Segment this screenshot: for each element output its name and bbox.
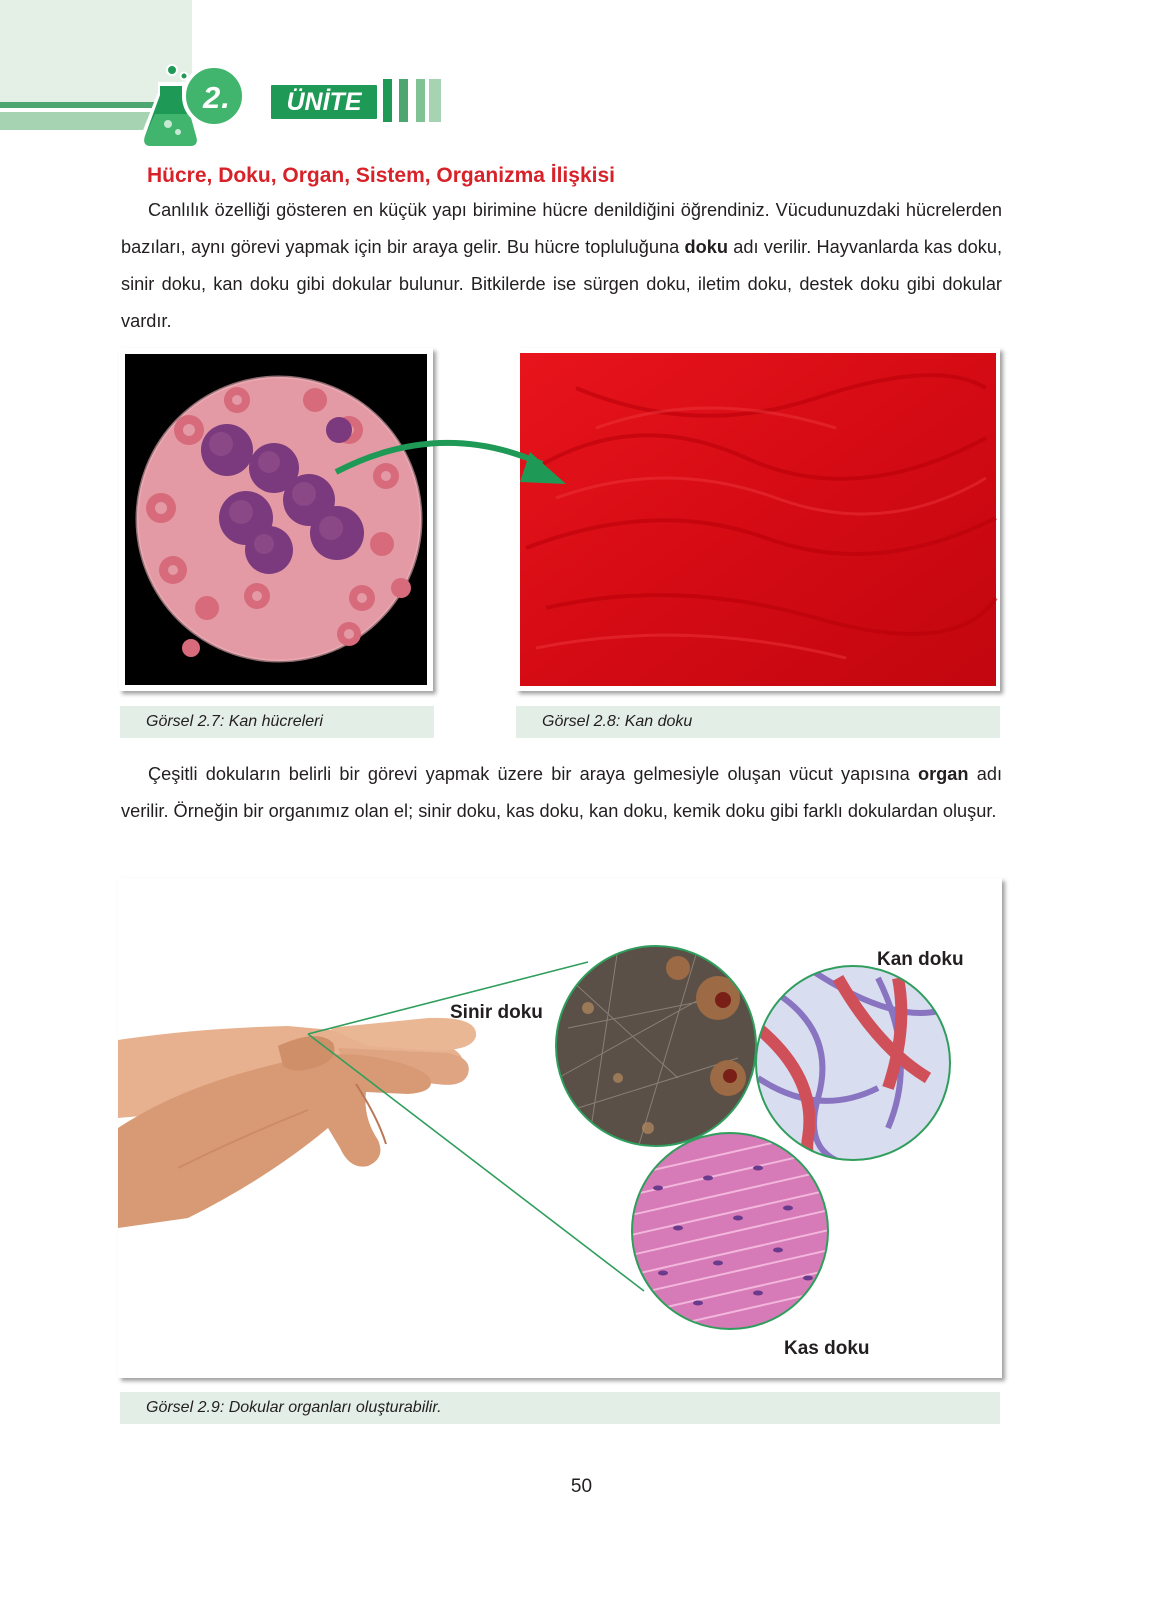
section-title: Hücre, Doku, Organ, Sistem, Organizma İlişkisi (147, 164, 615, 187)
header-bar-1 (383, 79, 392, 122)
figure-2-9-frame (118, 878, 1002, 1378)
term-organ: organ (917, 764, 969, 784)
arrow-icon (330, 430, 570, 490)
unit-label: ÜNİTE (286, 88, 362, 116)
figure-2-9-caption: Görsel 2.9: Dokular organları oluşturabilir. (120, 1392, 1000, 1424)
paragraph-1-text-a: Canlılık özelliği gösteren en küçük yapı birimine hücre denildiğini öğrendiniz. Vücudunuzdaki hücrelerden bazıları, aynı görevi yapmak için bir araya gelir. Bu hücre topluluğuna (121, 200, 1002, 257)
nerve-tissue-image (548, 938, 768, 1158)
unit-label-badge (268, 82, 380, 122)
paragraph-2 (121, 756, 1002, 830)
unit-number: 2. (203, 80, 231, 115)
paragraph-2-text-b: adı verilir. Örneğin bir organımız olan el; sinir doku, kas doku, kan doku, kemik doku gibi farklı dokulardan oluşur. (121, 764, 1002, 821)
blood-cells-image (119, 348, 433, 691)
muscle-tissue-image (618, 1128, 838, 1358)
paragraph-1-text-b: adı verilir. Hayvanlarda kas doku, sinir doku, kan doku gibi dokular bulunur. Bitkilerde ise sürgen doku, iletim doku, destek doku gibi dokular vardır. (121, 237, 1002, 331)
paragraph-2-text-a: Çeşitli dokuların belirli bir görevi yapmak üzere bir araya gelmesiyle oluşan vücut yapısına (148, 764, 918, 784)
label-sinir-doku: Sinir doku (450, 1002, 543, 1023)
header-bar-4 (429, 79, 441, 122)
figure-2-7-caption: Görsel 2.7: Kan hücreleri (120, 706, 434, 738)
hand-image (118, 1018, 476, 1228)
blood-tissue-vessels-image (748, 958, 963, 1178)
header-bar-2 (399, 79, 408, 122)
page-number: 50 (570, 1476, 593, 1497)
header-bar-3 (416, 79, 425, 122)
paragraph-1 (121, 192, 1002, 340)
term-doku: doku (684, 237, 728, 257)
hand-tissues-illustration (118, 878, 1002, 1378)
label-kas-doku: Kas doku (784, 1338, 870, 1359)
label-kan-doku: Kan doku (877, 949, 964, 970)
figure-2-8-frame (516, 348, 1000, 691)
figure-2-8-caption: Görsel 2.8: Kan doku (516, 706, 1000, 738)
figure-2-7-frame (119, 348, 433, 691)
blood-tissue-image (516, 348, 1000, 691)
